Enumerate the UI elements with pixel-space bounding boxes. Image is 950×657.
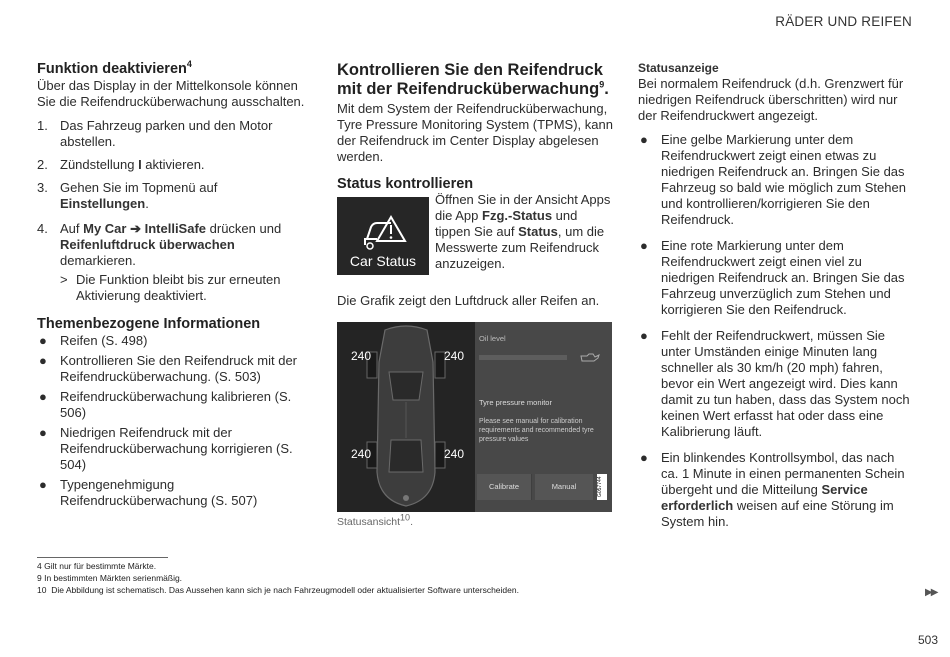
calibrate-label: Calibrate [488,482,519,491]
oil-level-label: Oil level [479,334,506,343]
status-bullet: ● Ein blinkendes Kontrollsymbol, das nach ca. 1 Minute in einen permanenten Schein übergeht und die Mitteilung Service erforderlich weisen auf eine Störung im System hin. [640,450,905,529]
manual-label: Manual [551,482,577,491]
tire-pressure-rl: 240 [351,447,372,461]
app-label: Car Status [349,253,417,269]
next-page-icon[interactable]: ▶▶ [925,587,937,598]
page-number: 503 [917,633,938,647]
illustration-code: G057744 [597,474,607,500]
column-middle [337,61,615,309]
steps-list [37,118,309,304]
oil-level-bar [479,355,567,360]
tire-pressure-fr: 240 [444,349,465,363]
related-link[interactable]: ● Typengenehmigung Reifendrucküberwachung (S. 507) [39,477,258,508]
footnote: 9 In bestimmten Märkten serienmäßig. [37,573,183,583]
section-title: RÄDER UND REIFEN [775,14,912,29]
car-panel [337,322,475,512]
status-bullet: ● Fehlt der Reifendruckwert, müssen Sie unter Umständen einige Minuten lang schneller als 30 km/h (20 mph) fahren, bevor ein Wert angezeigt wird. Dies kann damit zu tun haben, dass das System noch keinen Wert erfasst hat oder dass eine Kalibrierung läuft. [640,328,910,439]
status-bullet: ● Eine gelbe Markierung unter dem Reifendruckwert zeigt einen etwas zu niedrigen Reifendruck an. Bringen Sie das Fahrzeug so bald wie möglich zum Stehen und kontrollieren/korrigieren Sie den Reifendruck. [640,132,906,227]
related-link[interactable]: ● Reifendrucküberwachung kalibrieren (S. 506) [39,389,292,420]
oil-can-icon [579,350,601,364]
related-link[interactable]: ● Reifen (S. 498) [39,333,148,348]
tpms-description: Please see manual for calibration requirements and recommended tyre pressure values [479,418,594,443]
related-link[interactable]: ● Kontrollieren Sie den Reifendruck mit der Reifendrucküberwachung. (S. 503) [39,353,298,384]
tire-pressure-rr: 240 [444,447,465,461]
intro-text: Bei normalem Reifendruck (d.h. Grenzwert für niedrigen Reifendruck überschritten) wird nur der Reifendruckwert angezeigt. [638,76,904,123]
intro-text: Mit dem System der Reifendrucküberwachung, Tyre Pressure Monitoring System (TPMS), kann der Reifendruck im Center Display abgelesen werden. [337,101,613,164]
footnote-divider [37,557,168,558]
step-result: > Die Funktion bleibt bis zur erneuten Aktivierung deaktiviert. [60,272,281,303]
heading-status-check: Status kontrollieren [337,176,474,192]
related-link[interactable]: ● Niedrigen Reifendruck mit der Reifendrucküberwachung korrigieren (S. 504) [39,425,293,472]
footnote: 10 Die Abbildung ist schematisch. Das Aussehen kann sich je nach Fahrzeugmodell oder aktualisierter Software unterscheiden. [37,585,519,595]
heading-check-pressure: Kontrollieren Sie den Reifendruck mit der Reifendrucküberwachung$^9$. [337,61,609,98]
manual-button[interactable] [535,474,593,500]
heading-deactivate: Funktion deaktivieren$^4$ [37,59,192,77]
heading-related: Themenbezogene Informationen [37,316,261,332]
column-right [638,61,913,534]
tpms-title: Tyre pressure monitor [479,398,552,407]
related-list [37,333,309,509]
tire-pressure-fl: 240 [351,349,372,363]
step-item: 3. Gehen Sie im Topmenü auf Einstellungen. [37,180,218,211]
heading-status-display: Statusanzeige [638,61,719,75]
tpms-screen-illustration [337,322,612,512]
intro-text: Über das Display in der Mittelkonsole können Sie die Reifendrucküberwachung ausschalten. [37,78,305,109]
figure-caption: Statusansicht$^{10}$. [337,512,413,528]
column-left [37,61,309,513]
graphic-note: Die Grafik zeigt den Luftdruck aller Reifen an. [337,293,600,308]
footnote: 4 Gilt nur für bestimmte Märkte. [37,561,157,571]
step-item: 4. Auf My Car ➔ IntelliSafe drücken und Reifenluftdruck überwachen demarkieren. > Die Funktion bleibt bis zur erneuten Aktivierung deaktiviert. [37,221,309,304]
step-item: 1. Das Fahrzeug parken und den Motor abstellen. [37,118,273,149]
calibrate-button[interactable] [477,474,532,500]
app-instruction-text: Öffnen Sie in der Ansicht Apps die App Fzg.-Status und tippen Sie auf Status, um die Messwerte zum Reifendruck anzuzeigen. [435,192,611,271]
step-item: 2. Zündstellung I aktivieren. [37,157,205,172]
info-panel [475,322,612,512]
status-bullet: ● Eine rote Markierung unter dem Reifendruckwert zeigt einen viel zu niedrigen Reifendruck an. Bringen Sie das Fahrzeug unverzüglich zum Stehen und korrigieren Sie den Reifendruck. [640,238,905,317]
app-instruction [337,192,615,275]
car-status-app-tile[interactable] [337,197,429,275]
status-bullets [638,132,913,530]
